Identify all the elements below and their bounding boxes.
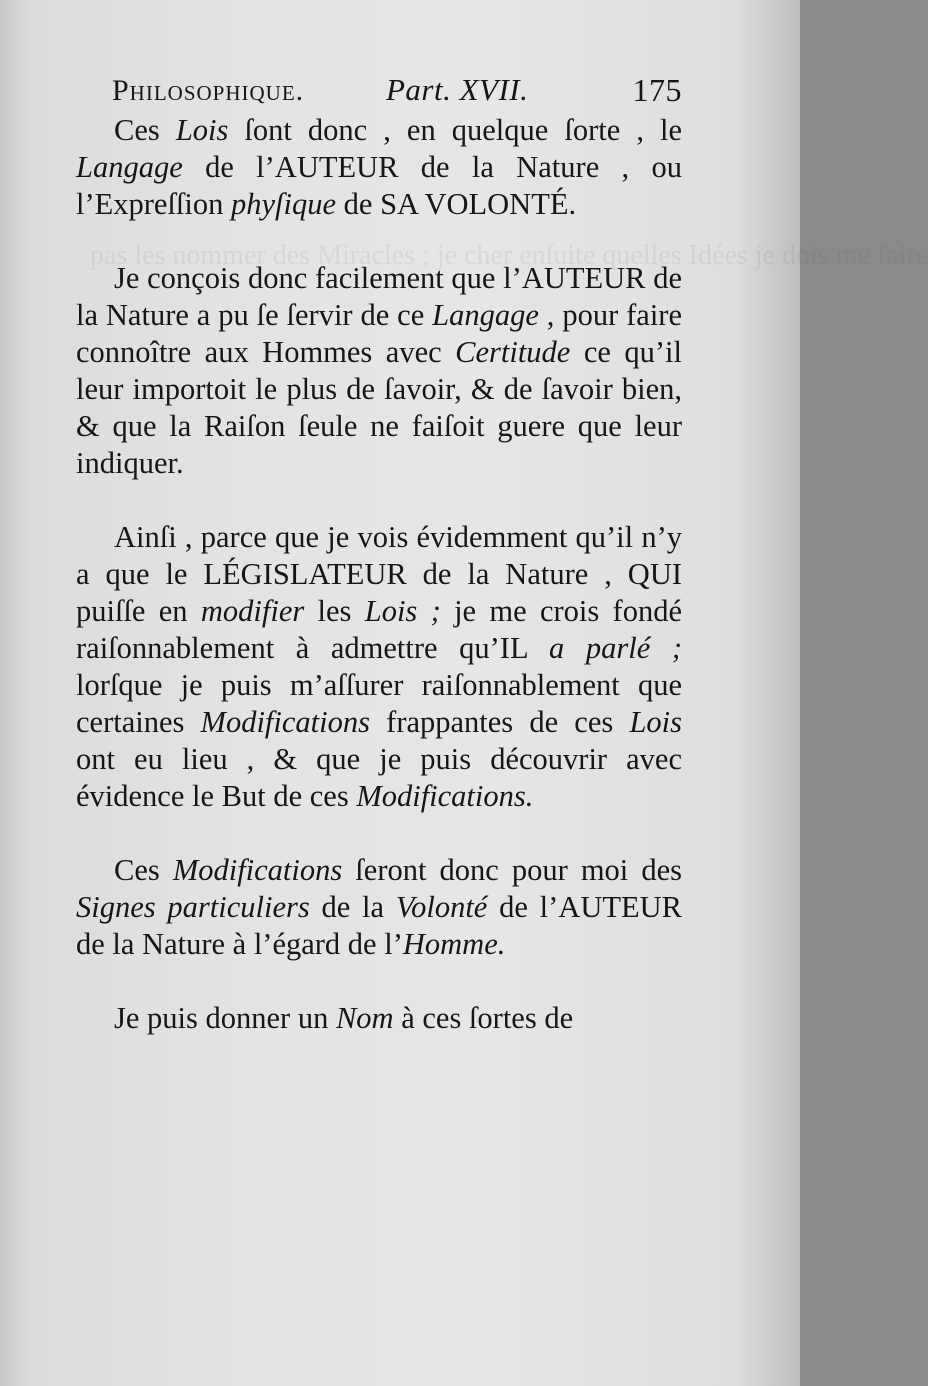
page-header	[112, 68, 682, 118]
roman-text: ce qu’il leur importoit le plus de ſavoir, & de ſavoir bien, & que la Raiſon ſeule ne faiſoit guere que leur indiquer.	[76, 335, 682, 480]
roman-text: Ces	[114, 853, 173, 887]
roman-text: Ces	[114, 113, 176, 147]
page-number: 175	[632, 72, 682, 108]
paragraph	[76, 260, 682, 482]
italic-text: Langage	[76, 150, 183, 184]
roman-text: de la	[309, 890, 396, 924]
italic-text: Modifications	[172, 853, 343, 887]
roman-text: Je conçois donc facilement que l’AUTEUR de la Nature a pu ſe ſervir de ce	[76, 261, 682, 332]
paragraph	[76, 519, 682, 815]
italic-text: Nom	[335, 1001, 394, 1035]
roman-text: frappantes de ces	[369, 705, 630, 739]
italic-text: Lois	[629, 705, 682, 739]
roman-text: de l’AUTEUR de la Nature , ou l’Expreſſion	[76, 150, 682, 221]
paragraph	[76, 112, 682, 223]
roman-text: ont eu lieu , & que je puis découvrir avec évidence le But de ces	[76, 742, 682, 813]
roman-text: de l’AUTEUR de la Nature à l’égard de l’	[76, 890, 682, 961]
italic-text: Volonté	[395, 890, 488, 924]
italic-text: modifier	[200, 594, 305, 628]
italic-text: Langage	[432, 298, 539, 332]
italic-text: Homme.	[402, 927, 506, 961]
body-text	[76, 112, 682, 1037]
italic-text: phyſique	[231, 187, 337, 221]
italic-text: Lois	[175, 113, 229, 147]
roman-text: ſeront donc pour moi des	[342, 853, 682, 887]
italic-text: a parlé ;	[549, 631, 682, 665]
part-label: Part. XVII.	[386, 72, 529, 107]
italic-text: Modifications	[200, 705, 370, 739]
roman-text: de SA VOLONTÉ.	[336, 187, 577, 221]
italic-text: Lois ;	[364, 594, 441, 628]
italic-text: Certitude	[455, 335, 571, 369]
show-through-text: pas les nommer des Miracles ; je cher enſuite quelles Idées je dois me faire	[90, 240, 928, 271]
paragraph	[76, 1000, 682, 1037]
running-title: Philosophique.	[112, 74, 305, 107]
roman-text: lorſque je puis m’aſſurer raiſonnablement que certaines	[76, 668, 682, 739]
italic-text: Modifications.	[356, 779, 534, 813]
roman-text: je me crois fondé raiſonnablement à admettre qu’IL	[76, 594, 682, 665]
roman-text: , pour faire connoître aux Hommes avec	[76, 298, 682, 369]
roman-text: Ainſi , parce que je vois évidemment qu’il n’y a que le LÉGISLATEUR de la Nature , QUI puiſſe en	[76, 520, 682, 628]
roman-text: ſont donc , en quelque ſorte , le	[228, 113, 683, 147]
paragraph	[76, 852, 682, 963]
roman-text: les	[304, 594, 365, 628]
roman-text: Je puis donner un	[114, 1001, 336, 1035]
roman-text: à ces ſortes de	[393, 1001, 574, 1035]
italic-text: Signes particuliers	[76, 890, 310, 924]
